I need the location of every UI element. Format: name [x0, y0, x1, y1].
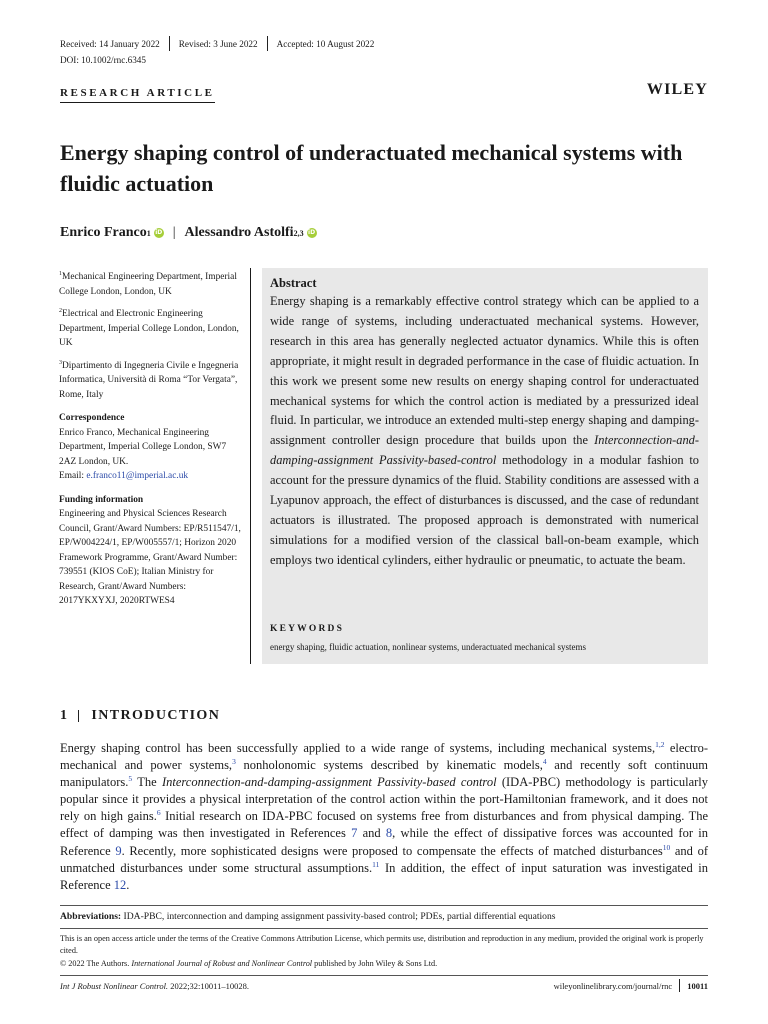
date-divider [267, 36, 268, 51]
revised-date: Revised: 3 June 2022 [178, 38, 258, 49]
citation-link[interactable]: 3 [232, 756, 236, 766]
citation-link[interactable]: 6 [156, 808, 161, 818]
doi: DOI: 10.1002/rnc.6345 [60, 55, 146, 65]
keywords-heading: KEYWORDS [270, 624, 345, 634]
email-link[interactable]: e.franco11@imperial.ac.uk [86, 471, 189, 482]
journal-url[interactable]: wileyonlinelibrary.com/journal/rnc [553, 980, 673, 991]
author-separator: | [172, 225, 176, 240]
author-list [60, 225, 317, 241]
section-title: INTRODUCTION [91, 708, 221, 723]
section-number: 1 [60, 708, 69, 723]
heading-divider [78, 710, 79, 722]
funding-text: Engineering and Physical Sciences Research Council, Grant/Award Numbers: EP/R511547/1, EP/W004224/1, EP/W005557/1; Horizon 2020 Framework Programme, Grant/Award Number: 739551 (KIOS CoE); Italian Ministry for Research, Grant/Award Numbers: 2017YKXYXJ, 2020RTWES4 [59, 509, 241, 607]
author-name[interactable]: Enrico Franco [60, 225, 147, 240]
section-label: RESEARCH ARTICLE [60, 87, 215, 103]
copyright-line: © 2022 The Authors. International Journal of Robust and Nonlinear Control published by John Wiley & Sons Ltd. [60, 958, 438, 968]
citation-link[interactable]: 11 [372, 859, 380, 869]
affiliation: $^3$Dipartimento di Ingegneria Civile e Ingegneria Informatica, Università di Roma “Tor Vergata”, Rome, Italy [59, 359, 239, 400]
reference-link[interactable]: 9 [115, 843, 122, 858]
divider [60, 928, 708, 929]
footer-divider [60, 975, 708, 976]
reference-link[interactable]: 8 [385, 826, 393, 841]
author-affiliation-sup: 1 [146, 228, 151, 238]
citation-link[interactable]: 1,2 [655, 739, 665, 749]
author-name[interactable]: Alessandro Astolfi [184, 225, 294, 240]
footer-separator [679, 979, 680, 992]
reference-link[interactable]: 12 [113, 877, 127, 892]
footer-citation: Int J Robust Nonlinear Control. 2022;32:10011–10028. [60, 981, 249, 991]
abbreviations: Abbreviations: IDA-PBC, interconnection and damping assignment passivity-based control; PDEs, partial differential equations [60, 911, 556, 922]
article-sidebar [59, 267, 244, 609]
citation-link[interactable]: 4 [542, 756, 547, 766]
intro-paragraph: Energy shaping control has been successfully applied to a wide range of systems, including mechanical systems,$^{1,2}$ electro-mechanical and power systems,$^3$ nonholonomic systems described by kinematic models,$^4$ and recently soft continuum manipulators.$^5$ The Interconnection-and-damping-assignment Passivity-based control (IDA-PBC) methodology is particularly popular since it provides a physical interpretation of the control action within the port-Hamiltonian framework, and it does not rely on high gains.$^6$ Initial research on IDA-PBC focused on systems free from disturbances and from physical damping. The effect of damping was then investigated in References 7 and 8, while the effect of dissipative forces was accounted for in Reference 9. Recently, more sophisticated designs were proposed to compensate the effects of matched disturbances$^{10}$ and of unmatched disturbances under some structural assumptions.$^{11}$ In addition, the effect of input saturation was investigated in Reference 12. [60, 739, 709, 892]
correspondence-heading: Correspondence [59, 413, 125, 424]
correspondence-text: Enrico Franco, Mechanical Engineering Department, Imperial College London, SW7 2AZ London, UK. Email: e.franco11@imperial.ac.uk [59, 427, 227, 482]
citation-link[interactable]: 5 [128, 774, 133, 784]
sidebar-divider [250, 268, 251, 664]
publisher-logo: WILEY [646, 81, 708, 98]
keywords-text: energy shaping, fluidic actuation, nonlinear systems, underactuated mechanical systems [270, 642, 586, 652]
affiliation: $^1$Mechanical Engineering Department, Imperial College London, London, UK [59, 271, 237, 297]
abstract-heading: Abstract [270, 276, 317, 290]
citation-link[interactable]: 10 [662, 842, 671, 852]
reference-link[interactable]: 7 [351, 826, 358, 841]
received-date: Received: 14 January 2022 [60, 38, 160, 49]
affiliation: $^2$Electrical and Electronic Engineering Department, Imperial College London, London, UK [59, 308, 239, 349]
article-dates [60, 36, 374, 51]
abstract-text: Energy shaping is a remarkably effective control strategy which can be applied to a wide range of systems, including underactuated mechanical systems. However, research in this area has generally neglected actuator dynamics. While this is often appropriate, it might result in degraded performance in the case of fluidic actuation. In this work we present some new results on energy shaping control for underactuated mechanical systems for which the control action is mediated by a pressurized ideal fluid. In particular, we introduce an extended multi-step energy shaping and damping-assignment controller design procedure that builds upon the Interconnection-and-damping-assignment Passivity-based-control methodology in a modular fashion to account for the pressure dynamics of the fluid. Stability conditions are assessed with a Lyapunov approach, the effect of disturbances is discussed, and the case of redundant actuators is illustrated. The proposed approach is demonstrated with numerical simulations for a modified version of the classical ball-on-beam example, which employs two identical cylinders, either hydraulic or pneumatic, to actuate the beam. [270, 294, 699, 567]
divider [60, 905, 708, 906]
orcid-icon[interactable]: iD [155, 229, 163, 236]
article-title: Energy shaping control of underactuated mechanical systems with fluidic actuation [60, 140, 683, 196]
license-notice: This is an open access article under the terms of the Creative Commons Attribution License, which permits use, distribution and reproduction in any medium, provided the original work is properly cited. © 2022 The Authors. International Journal of Robust and Nonlinear Control published by John Wiley & Sons Ltd. [60, 933, 708, 970]
date-divider [169, 36, 170, 51]
author-affiliation-sup: 2,3 [293, 228, 304, 238]
funding-heading: Funding information [59, 494, 144, 505]
accepted-date: Accepted: 10 August 2022 [276, 38, 375, 49]
page-number: 10011 [687, 980, 708, 991]
orcid-icon[interactable]: iD [308, 229, 316, 236]
footer-right [554, 979, 708, 992]
section-heading [60, 708, 220, 724]
